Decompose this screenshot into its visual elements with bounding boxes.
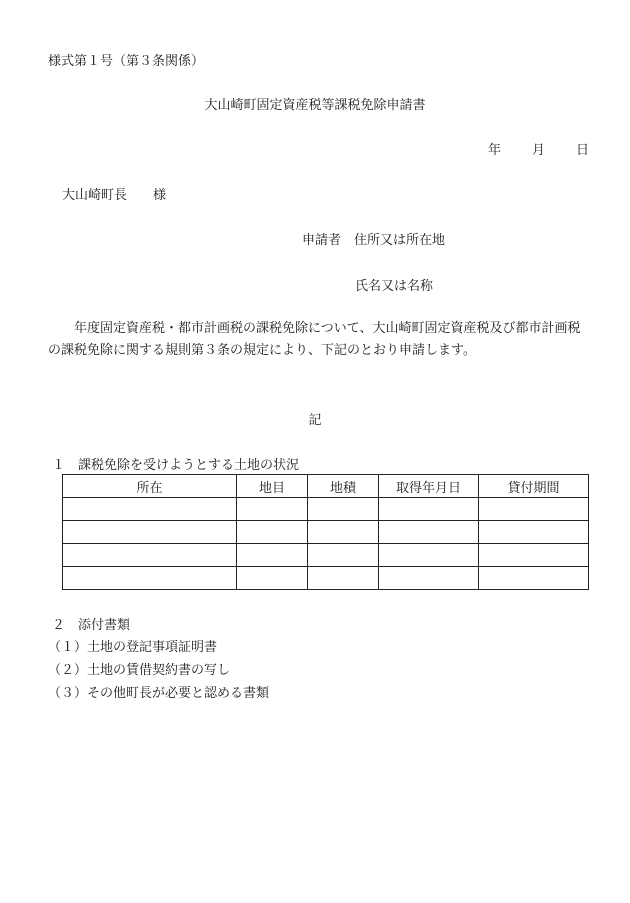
section2-title: ２ 添付書類: [52, 618, 131, 633]
column-acquisition-date: 取得年月日: [379, 475, 479, 498]
table-cell[interactable]: [63, 567, 237, 590]
table-row: [63, 567, 589, 590]
applicant-name-label: 氏名又は名称: [355, 279, 434, 294]
table-cell[interactable]: [479, 544, 589, 567]
column-land-area: 地積: [308, 475, 379, 498]
table-cell[interactable]: [63, 544, 237, 567]
table-cell[interactable]: [237, 498, 308, 521]
table-cell[interactable]: [379, 544, 479, 567]
table-row: [63, 544, 589, 567]
addressee: 大山崎町長 様: [62, 188, 167, 203]
date-month: 月: [532, 143, 546, 158]
date-day: 日: [576, 143, 590, 158]
table-cell[interactable]: [308, 521, 379, 544]
table-cell[interactable]: [63, 498, 237, 521]
table-header-row: [63, 475, 589, 498]
table-cell[interactable]: [479, 567, 589, 590]
applicant-address-label: 申請者 住所又は所在地: [302, 233, 446, 248]
column-lease-period: 貸付期間: [479, 475, 589, 498]
date-line: [488, 139, 589, 158]
date-year: 年: [488, 143, 502, 158]
form-number: 様式第１号（第３条関係）: [48, 54, 205, 69]
table-cell[interactable]: [308, 567, 379, 590]
attachment-item: （１）土地の登記事項証明書: [48, 640, 218, 655]
attachment-item: （２）土地の賃借契約書の写し: [48, 663, 231, 678]
table-cell[interactable]: [237, 544, 308, 567]
land-status-table: [62, 474, 589, 590]
table-cell[interactable]: [308, 498, 379, 521]
section1-title: １ 課税免除を受けようとする土地の状況: [52, 458, 300, 473]
table-cell[interactable]: [379, 498, 479, 521]
table-row: [63, 521, 589, 544]
column-location: 所在: [63, 475, 237, 498]
table-row: [63, 498, 589, 521]
table-cell[interactable]: [308, 544, 379, 567]
ki-heading: 記: [308, 413, 322, 428]
table-cell[interactable]: [379, 567, 479, 590]
table-cell[interactable]: [237, 521, 308, 544]
attachment-item: （３）その他町長が必要と認める書類: [48, 686, 270, 701]
table-cell[interactable]: [237, 567, 308, 590]
body-text: 年度固定資産税・都市計画税の課税免除について、大山崎町固定資産税及び都市計画税の課税免除に関する規則第３条の規定により、下記のとおり申請します。: [48, 321, 581, 358]
table-cell[interactable]: [479, 498, 589, 521]
table-cell[interactable]: [479, 521, 589, 544]
table-cell[interactable]: [63, 521, 237, 544]
document-title: 大山崎町固定資産税等課税免除申請書: [204, 98, 426, 113]
table-cell[interactable]: [379, 521, 479, 544]
column-land-category: 地目: [237, 475, 308, 498]
